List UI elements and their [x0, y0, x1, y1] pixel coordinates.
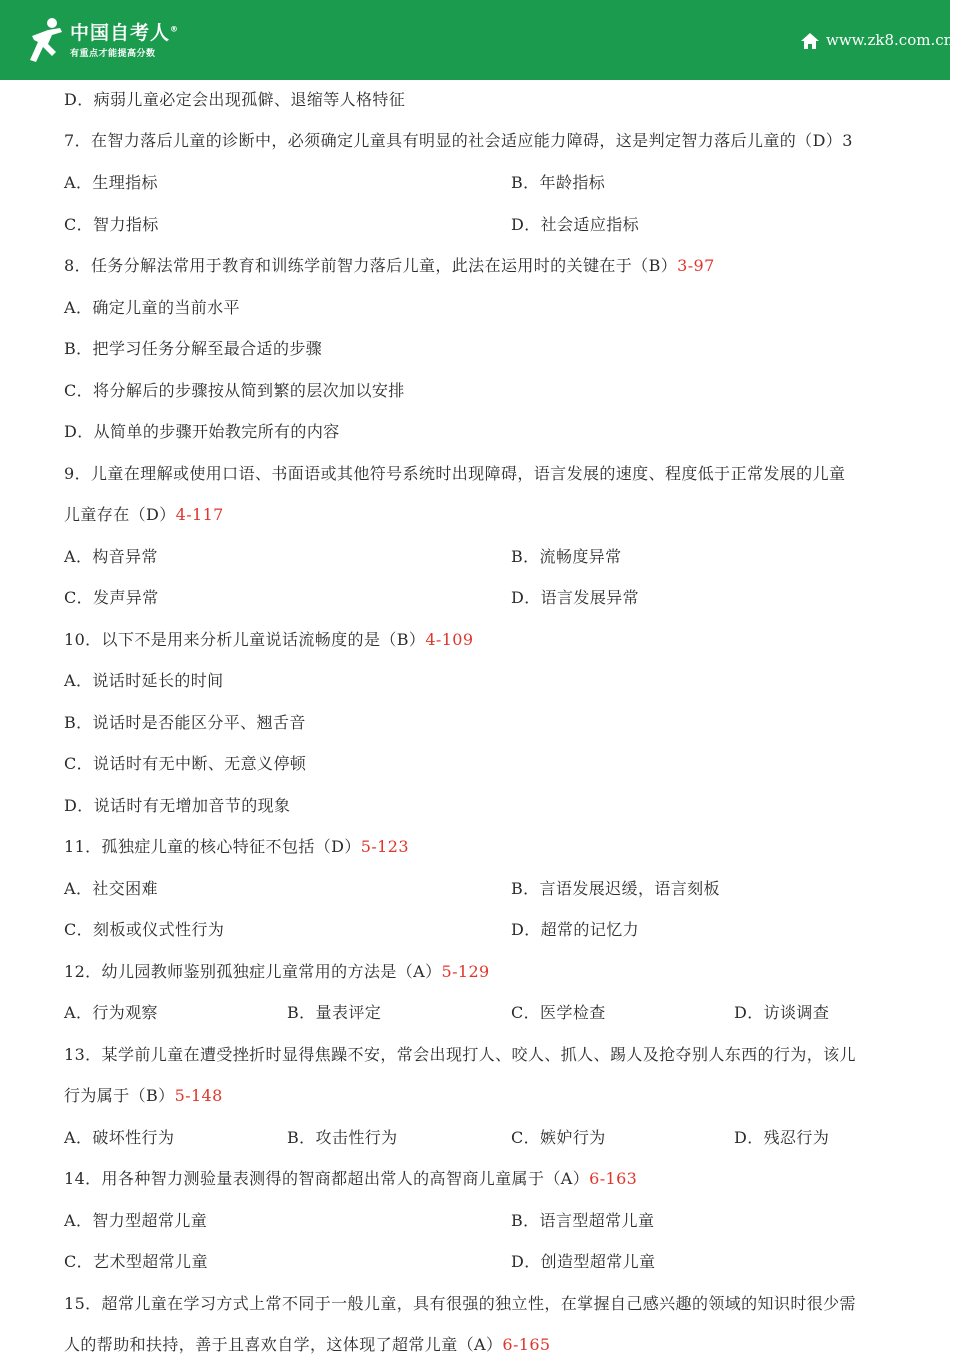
home-icon: [800, 32, 820, 50]
q9-option-b: B．流畅度异常: [511, 547, 622, 566]
q11-option-d: D．超常的记忆力: [511, 920, 640, 939]
q8-stem: [64, 253, 715, 279]
registered-mark: ®: [170, 24, 180, 34]
q7-option-d: D．社会适应指标: [511, 215, 640, 234]
q14-text: 14．用各种智力测验量表测得的智商都超出常人的高智商儿童属于（A）: [64, 1169, 590, 1188]
q15-stem: 15．超常儿童在学习方式上常不同于一般儿童，具有很强的独立性，在掌握自己感兴趣的领域的知识时很少需: [64, 1294, 856, 1313]
q9-stem-cont: [64, 502, 224, 528]
q14-option-d: D．创造型超常儿童: [511, 1252, 656, 1271]
q12-stem: [64, 959, 490, 985]
document-page: [0, 80, 950, 1354]
q14-option-a: A．智力型超常儿童: [64, 1211, 208, 1230]
q10-text: 10．以下不是用来分析儿童说话流畅度的是（B）: [64, 630, 426, 649]
q10-option-a: A．说话时延长的时间: [64, 671, 224, 690]
q7-option-a: A．生理指标: [64, 173, 158, 192]
q14-stem: [64, 1166, 637, 1192]
q7-option-c: C．智力指标: [64, 215, 159, 234]
running-person-icon: [26, 16, 66, 66]
q9-option-d: D．语言发展异常: [511, 588, 640, 607]
q10-option-b: B．说话时是否能区分平、翘舌音: [64, 713, 306, 732]
q11-ref: 5-123: [360, 837, 409, 856]
q10-ref: 4-109: [425, 630, 474, 649]
logo-name: 中国自考人: [70, 22, 171, 44]
q9-ref: 4-117: [175, 505, 224, 524]
q11-text: 11．孤独症儿童的核心特征不包括（D）: [64, 837, 361, 856]
q8-text: 8．任务分解法常用于教育和训练学前智力落后儿童，此法在运用时的关键在于（B）: [64, 256, 678, 275]
q15-stem-cont: [64, 1332, 550, 1358]
q13-text2: 行为属于（B）: [64, 1086, 175, 1105]
q8-ref: 3-97: [677, 256, 715, 275]
q15-ref: 6-165: [502, 1335, 551, 1354]
q8-option-a: A．确定儿童的当前水平: [64, 298, 240, 317]
q12-ref: 5-129: [441, 962, 490, 981]
q9-option-c: C．发声异常: [64, 588, 159, 607]
logo-slogan: 有重点才能提高分数: [70, 49, 156, 59]
site-logo[interactable]: [26, 14, 186, 70]
q13-stem-cont: [64, 1083, 223, 1109]
q12-option-b: B．量表评定: [287, 1003, 382, 1022]
q13-option-d: D．残忍行为: [734, 1128, 830, 1147]
q14-option-b: B．语言型超常儿童: [511, 1211, 655, 1230]
q9-option-a: A．构音异常: [64, 547, 158, 566]
q9-stem: 9．儿童在理解或使用口语、书面语或其他符号系统时出现障碍，语言发展的速度、程度低于正常发展的儿童: [64, 464, 846, 483]
q12-option-a: A．行为观察: [64, 1003, 158, 1022]
q9-text2: 儿童存在（D）: [64, 505, 176, 524]
site-url: www.zk8.com.cn: [826, 31, 953, 49]
q11-stem: [64, 834, 409, 860]
logo-title: [70, 18, 179, 45]
q13-ref: 5-148: [174, 1086, 223, 1105]
q11-option-a: A．社交困难: [64, 879, 158, 898]
q13-option-c: C．嫉妒行为: [511, 1128, 606, 1147]
q8-option-b: B．把学习任务分解至最合适的步骤: [64, 339, 323, 358]
q14-option-c: C．艺术型超常儿童: [64, 1252, 208, 1271]
q14-ref: 6-163: [589, 1169, 638, 1188]
q8-option-c: C．将分解后的步骤按从简到繁的层次加以安排: [64, 381, 405, 400]
q12-text: 12．幼儿园教师鉴别孤独症儿童常用的方法是（A）: [64, 962, 442, 981]
q15-text2: 人的帮助和扶持，善于且喜欢自学，这体现了超常儿童（A）: [64, 1335, 503, 1354]
q8-option-d: D．从简单的步骤开始教完所有的内容: [64, 422, 340, 441]
q11-option-c: C．刻板或仪式性行为: [64, 920, 225, 939]
q13-option-a: A．破坏性行为: [64, 1128, 175, 1147]
q10-option-c: C．说话时有无中断、无意义停顿: [64, 754, 307, 773]
q7-option-b: B．年龄指标: [511, 173, 606, 192]
q10-option-d: D．说话时有无增加音节的现象: [64, 796, 291, 815]
q12-option-d: D．访谈调查: [734, 1003, 830, 1022]
q11-option-b: B．言语发展迟缓，语言刻板: [511, 879, 720, 898]
q7-stem: 7．在智力落后儿童的诊断中，必须确定儿童具有明显的社会适应能力障碍，这是判定智力落后儿童的（D）3: [64, 131, 853, 150]
q13-option-b: B．攻击性行为: [287, 1128, 398, 1147]
q10-stem: [64, 627, 473, 653]
q13-stem: 13．某学前儿童在遭受挫折时显得焦躁不安，常会出现打人、咬人、抓人、踢人及抢夺别人东西的行为，该儿: [64, 1045, 856, 1064]
q6-option-d: D．病弱儿童必定会出现孤僻、退缩等人格特征: [64, 90, 406, 109]
q12-option-c: C．医学检查: [511, 1003, 606, 1022]
site-header: [0, 0, 953, 80]
